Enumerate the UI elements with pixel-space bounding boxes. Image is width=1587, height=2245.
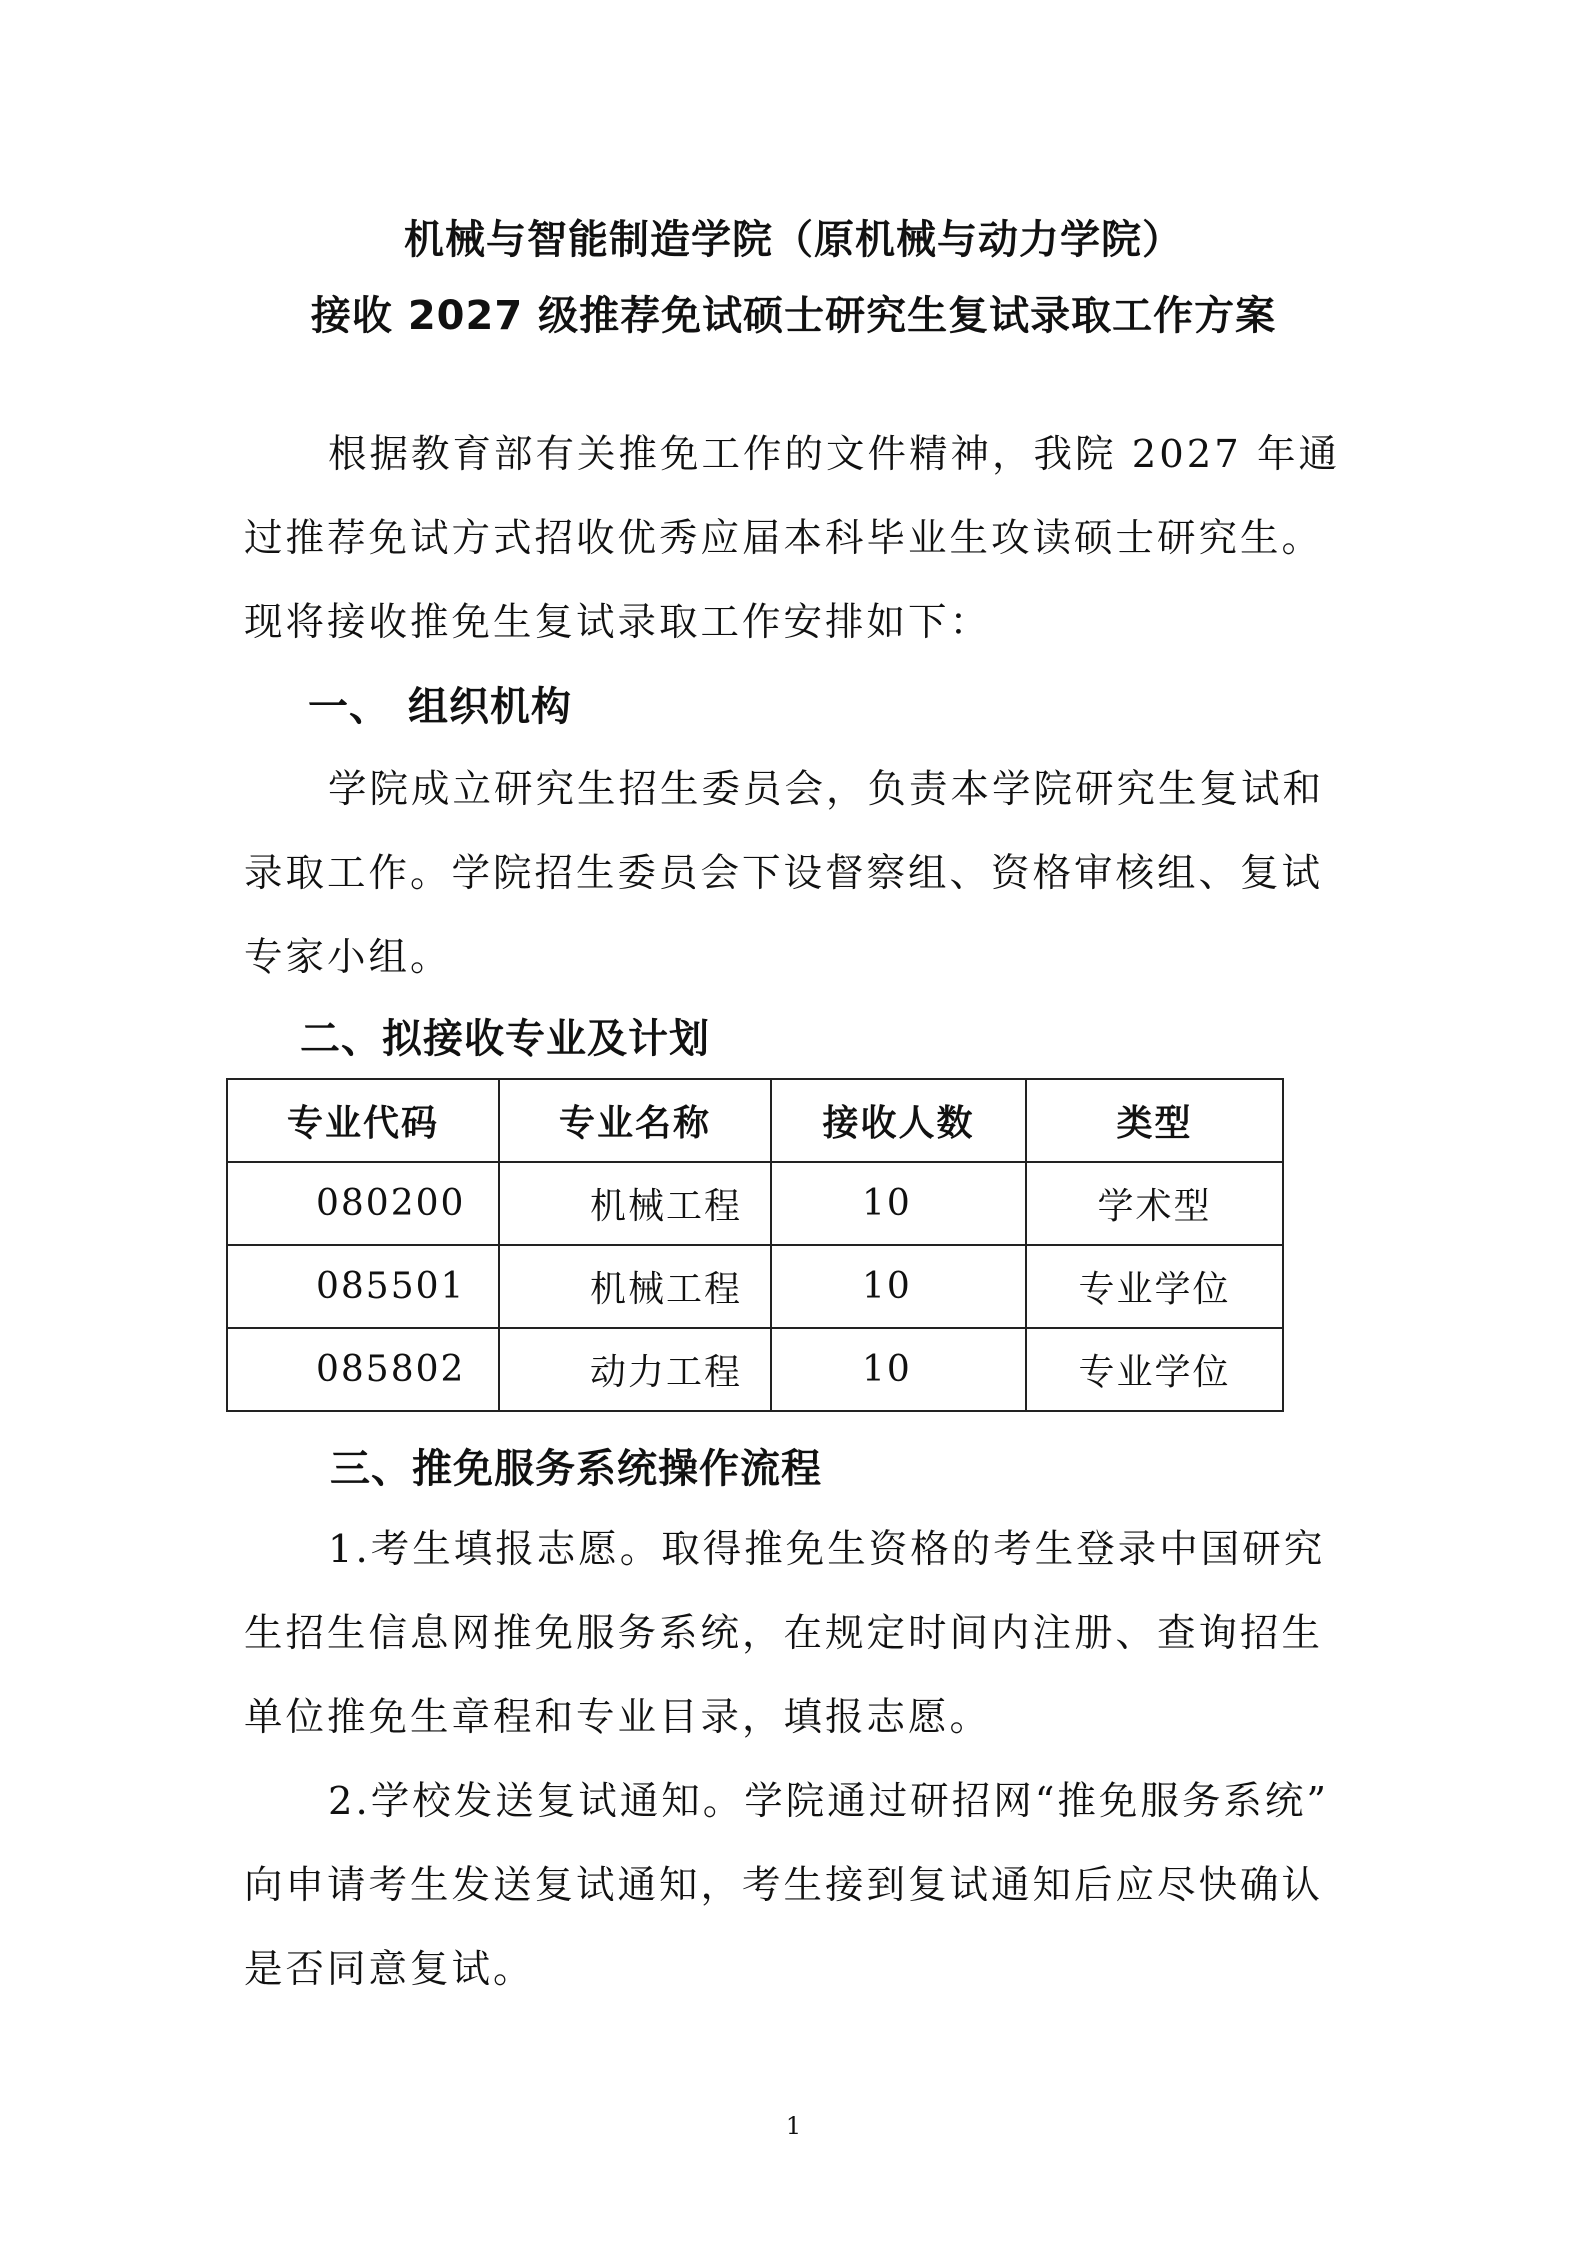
intro-paragraph-line-3: 现将接收推免生复试录取工作安排如下： — [244, 600, 992, 645]
cell-type: 专业学位 — [1026, 1328, 1283, 1411]
cell-type: 学术型 — [1026, 1162, 1283, 1245]
table-row — [227, 1328, 1283, 1411]
step-2-line-2: 向申请考生发送复试通知，考生接到复试通知后应尽快确认 — [244, 1863, 1324, 1908]
table-row — [227, 1162, 1283, 1245]
step-2-line-1: 2.学校发送复试通知。学院通过研招网“推免服务系统” — [328, 1779, 1330, 1824]
cell-major-name: 机械工程 — [499, 1245, 771, 1328]
cell-admission-count: 10 — [771, 1245, 1026, 1328]
cell-admission-count: 10 — [771, 1328, 1026, 1411]
header-major-name: 专业名称 — [499, 1079, 771, 1162]
section-1-heading — [308, 682, 572, 732]
section-1-paragraph-line-2: 录取工作。学院招生委员会下设督察组、资格审核组、复试 — [244, 851, 1324, 896]
step-2-line-3: 是否同意复试。 — [244, 1947, 535, 1992]
intro-paragraph-line-2: 过推荐免试方式招收优秀应届本科毕业生攻读硕士研究生。 — [244, 516, 1324, 561]
cell-major-code: 080200 — [227, 1162, 499, 1245]
intro-paragraph-line-1: 根据教育部有关推免工作的文件精神，我院 2027 年通 — [328, 432, 1340, 477]
header-type: 类型 — [1026, 1079, 1283, 1162]
header-admission-count: 接收人数 — [771, 1079, 1026, 1162]
header-major-code: 专业代码 — [227, 1079, 499, 1162]
page-number: 1 — [785, 2112, 802, 2140]
section-3-heading: 三、推免服务系统操作流程 — [330, 1446, 822, 1492]
document-title-line-1: 机械与智能制造学院（原机械与动力学院） — [404, 217, 1183, 263]
cell-type: 专业学位 — [1026, 1245, 1283, 1328]
table-header-row — [227, 1079, 1283, 1162]
section-2-heading: 二、拟接收专业及计划 — [300, 1016, 710, 1062]
cell-major-name: 机械工程 — [499, 1162, 771, 1245]
section-1-number: 一、 — [308, 684, 390, 730]
section-1-paragraph-line-1: 学院成立研究生招生委员会，负责本学院研究生复试和 — [328, 767, 1325, 812]
cell-major-code: 085802 — [227, 1328, 499, 1411]
step-1-line-1: 1.考生填报志愿。取得推免生资格的考生登录中国研究 — [328, 1527, 1326, 1572]
step-1-line-3: 单位推免生章程和专业目录，填报志愿。 — [244, 1695, 992, 1740]
document-title-line-2: 接收 2027 级推荐免试硕士研究生复试录取工作方案 — [310, 293, 1277, 339]
section-1-title: 组织机构 — [408, 684, 572, 730]
section-1-paragraph-line-3: 专家小组。 — [244, 935, 452, 980]
table-row — [227, 1245, 1283, 1328]
cell-major-name: 动力工程 — [499, 1328, 771, 1411]
step-1-line-2: 生招生信息网推免服务系统，在规定时间内注册、查询招生 — [244, 1611, 1324, 1656]
cell-admission-count: 10 — [771, 1162, 1026, 1245]
cell-major-code: 085501 — [227, 1245, 499, 1328]
admission-plan-table — [226, 1078, 1284, 1412]
